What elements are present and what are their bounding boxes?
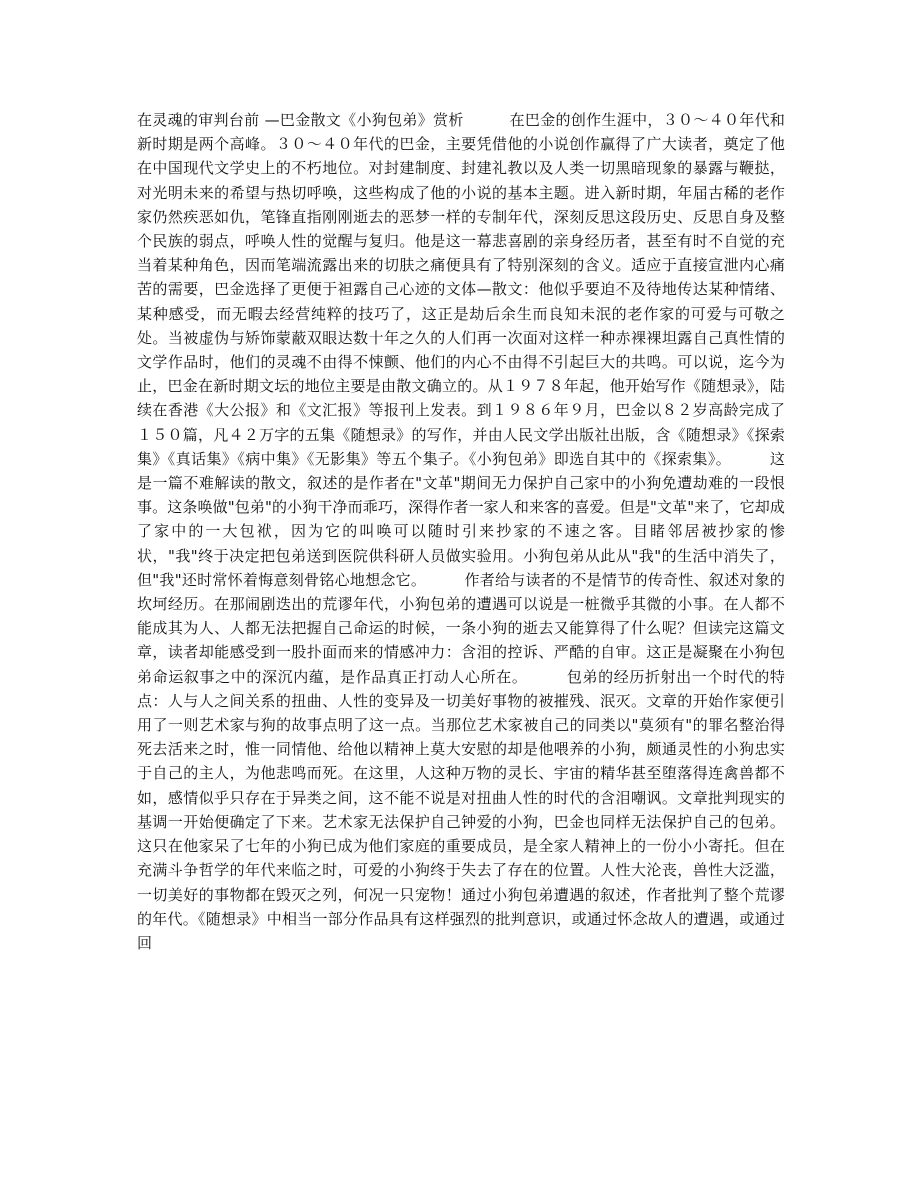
paragraph-1: 在巴金的创作生涯中，３０～４０年代和新时期是两个高峰。３０～４０年代的巴金，主要凭借他的小说创作赢得了广大读者，奠定了他在中国现代文学史上的不朽地位。对封建制度、封建礼教以及人类一切黑暗现象的暴露与鞭挞，对光明未来的希望与热切呼唤，这些构成了他的小说的基本主题。进入新时期，年届古稀的老作家仍然疾恶如仇，笔锋直指刚刚逝去的恶梦一样的专制年代，深刻反思这段历史、反思自身及整个民族的弱点，呼唤人性的觉醒与复归。他是这一幕悲喜剧的亲身经历者，甚至有时不自觉的充当着某种角色，因而笔端流露出来的切肤之痛便具有了特别深刻的含义。适应于直接宣泄内心痛苦的需要，巴金选择了更便于袒露自己心迹的文体—散文：他似乎要迫不及待地传达某种情绪、某种感受，而无暇去经营纯粹的技巧了，这正是劫后余生而良知未泯的老作家的可爱与可敬之处。当被虚伪与矫饰蒙蔽双眼达数十年之久的人们再一次面对这样一种赤裸裸坦露自己真性情的文学作品时，他们的灵魂不由得不悚颤、他们的内心不由得不引起巨大的共鸣。可以说，迄今为止，巴金在新时期文坛的地位主要是由散文确立的。从１９７８年起，他开始写作《随想录》，陆续在香港《大公报》和《文汇报》等报刊上发表。到１９８６年９月，巴金以８２岁高龄完成了１５０篇，凡４２万字的五集《随想录》的写作，并由人民文学出版社出版，含《随想录》《探索集》《真话集》《病中集》《无影集》等五个集子。《小狗包弟》即选自其中的《探索集》。 xyxy=(137,111,785,468)
article-body xyxy=(137,108,785,955)
paragraph-3: 作者给与读者的不是情节的传奇性、叙述对象的坎坷经历。在那闹剧迭出的荒谬年代，小狗包弟的遭遇可以说是一桩微乎其微的小事。在人都不能成其为人、人都无法把握自己命运的时候，一条小狗的逝去又能算得了什么呢？但读完这篇文章，读者却能感受到一股扑面而来的情感冲力：含泪的控诉、严酷的自审。这正是凝聚在小狗包弟命运叙事之中的深沉内蕴，是作品真正打动人心所在。 xyxy=(137,570,785,686)
article-title: 在灵魂的审判台前 —巴金散文《小狗包弟》赏析 xyxy=(137,111,464,129)
paragraph-2: 这是一篇不难解读的散文，叙述的是作者在"文革"期间无力保护自己家中的小狗免遭劫难的一段恨事。这条唤做"包弟"的小狗干净而乖巧，深得作者一家人和来客的喜爱。但是"文革"来了，它却成了家中的一大包袱，因为它的叫唤可以随时引来抄家的不速之客。目睹邻居被抄家的惨状，"我"终于决定把包弟送到医院供科研人员做实验用。小狗包弟从此从"我"的生活中消失了，但"我"还时常怀着悔意刻骨铭心地想念它。 xyxy=(137,449,785,589)
paragraph-4: 包弟的经历折射出一个时代的特点：人与人之间关系的扭曲、人性的变异及一切美好事物的被摧残、泯灭。文章的开始作家便引用了一则艺术家与狗的故事点明了这一点。当那位艺术家被自己的同类以"莫须有"的罪名整治得死去活来之时，惟一同情他、给他以精神上莫大安慰的却是他喂养的小狗，颇通灵性的小狗忠实于自己的主人，为他悲鸣而死。在这里，人这种万物的灵长、宇宙的精华甚至堕落得连禽兽都不如，感情似乎只存在于异类之间，这不能不说是对扭曲人性的时代的含泪嘲讽。文章批判现实的基调一开始便确定了下来。艺术家无法保护自己钟爱的小狗，巴金也同样无法保护自己的包弟。这只在他家呆了七年的小狗已成为他们家庭的重要成员，是全家人精神上的一份小小寄托。但在充满斗争哲学的年代来临之时，可爱的小狗终于失去了存在的位置。人性大沦丧，兽性大泛滥，一切美好的事物都在毁灭之列，何况一只宠物！通过小狗包弟遭遇的叙述，作者批判了整个荒谬的年代。《随想录》中相当一部分作品具有这样强烈的批判意识，或通过怀念故人的遭遇，或通过回 xyxy=(137,667,785,952)
